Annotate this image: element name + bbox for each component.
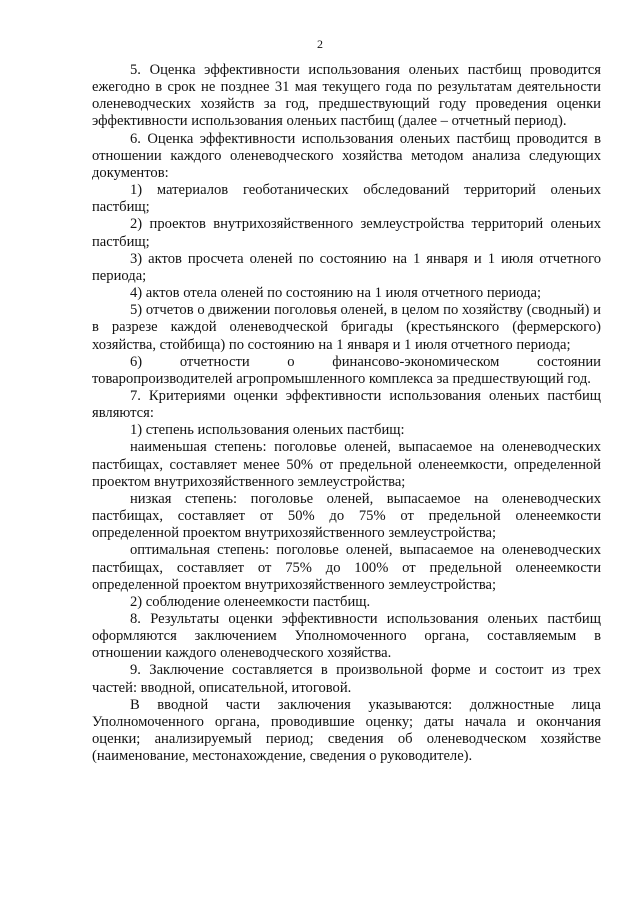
paragraph-intro-part: В вводной части заключения указываются: должностные лица Уполномоченного органа, проводившие оценку; даты начала и окончания оценки; анализируемый период; сведения об оленеводческом хозяйстве (наименование, местонахождение, сведения о руководителе). (92, 696, 601, 765)
document-body (92, 62, 601, 765)
criterion-lowest: наименьшая степень: поголовье оленей, выпасаемое на оленеводческих пастбищах, составляет менее 50% от предельной оленеемкости, определенной проектом внутрихозяйственного землеустройства; (92, 439, 601, 490)
paragraph-5: 5. Оценка эффективности использования оленьих пастбищ проводится ежегодно в срок не позднее 31 мая текущего года по результатам деятельности оленеводческих хозяйств за год, предшествующий году проведения оценки эффективности использования оленьих пастбищ (далее – отчетный период). (92, 62, 601, 130)
page-number: 2 (317, 37, 323, 51)
criterion-optimal: оптимальная степень: поголовье оленей, выпасаемое на оленеводческих пастбищах, составляет от 75% до 100% от предельной оленеемкости определенной проектом внутрихозяйственного землеустройства; (92, 542, 601, 593)
paragraph-8: 8. Результаты оценки эффективности использования оленьих пастбищ оформляются заключением Уполномоченного органа, составляемым в отношении каждого оленеводческого хозяйства. (92, 611, 601, 662)
list-item-7-2: 2) соблюдение оленеемкости пастбищ. (130, 593, 371, 610)
list-item-6-3: 3) актов просчета оленей по состоянию на 1 января и 1 июля отчетного периода; (92, 250, 601, 284)
paragraph-6: 6. Оценка эффективности использования оленьих пастбищ проводится в отношении каждого оленеводческого хозяйства методом анализа следующих документов: (92, 130, 601, 181)
list-item-6-2: 2) проектов внутрихозяйственного землеустройства территорий оленьих пастбищ; (92, 216, 601, 250)
paragraph-7: 7. Критериями оценки эффективности использования оленьих пастбищ являются: (92, 387, 601, 422)
criterion-low: низкая степень: поголовье оленей, выпасаемое на оленеводческих пастбищах, составляет от 50% до 75% от предельной оленеемкости определенной проектом внутрихозяйственного землеустройства; (92, 490, 601, 542)
list-item-6-5: 5) отчетов о движении поголовья оленей, в целом по хозяйству (сводный) и в разрезе каждой оленеводческой бригады (крестьянского (фермерского) хозяйства, стойбища) по состоянию на 1 января и 1 июля отчетного периода; (92, 302, 601, 353)
paragraph-9: 9. Заключение составляется в произвольной форме и состоит из трех частей: вводной, описательной, итоговой. (92, 662, 601, 696)
list-item-7-1: 1) степень использования оленьих пастбищ: (130, 422, 405, 439)
list-item-6-1: 1) материалов геоботанических обследований территорий оленьих пастбищ; (92, 182, 601, 216)
list-item-6-4: 4) актов отела оленей по состоянию на 1 июля отчетного периода; (130, 285, 542, 302)
list-item-6-6: 6) отчетности о финансово-экономическом состоянии товаропроизводителей агропромышленного комплекса за предшествующий год. (92, 353, 601, 387)
